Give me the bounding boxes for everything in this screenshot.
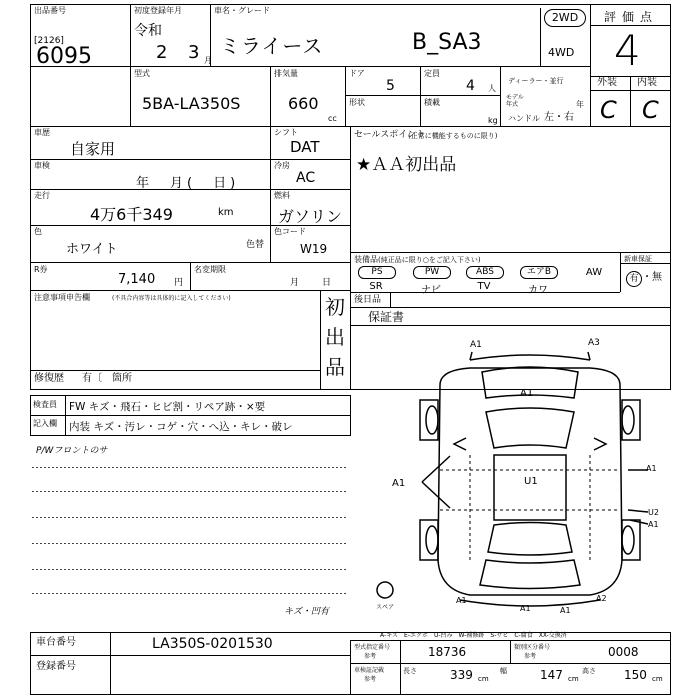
notes-sub: (不具合内容等は具体的に記入してください) [112,295,231,302]
length-label: 長さ [403,667,417,675]
fuel-value: ガソリン [278,207,343,226]
newcar-label: 新車保証 [624,255,652,263]
usage-label: 車歴 [34,128,50,137]
category-label: 類別区分番号 [514,644,551,651]
damage-mark-a1-hood: A1 [520,388,534,399]
first-auction-stamp: 初出品 [325,295,345,379]
interior-grade: C [642,96,659,124]
repair-value: 有〔 箇所 [82,373,132,384]
equip-abs: ABS [466,266,504,279]
spare-label: スペア [376,604,395,611]
ac-value: AC [296,170,316,186]
door-label: ドア [349,69,365,78]
shape-label: 形状 [349,98,365,107]
inspector-sub: 記入欄 [33,419,57,428]
ac-label: 冷房 [274,161,290,170]
width-unit: cm [568,675,579,683]
reg-year: 2 [156,42,168,63]
lot-label: 出品番号 [34,6,66,15]
doors-value: 5 [386,78,395,94]
category-ref: 参考 [524,653,537,660]
inspector-hand-note: P/Wフロントのサ [36,446,108,456]
equip-ps: PS [358,266,396,279]
first-reg-label: 初度登録年月 [134,6,182,15]
newcar-yes: 有 [626,271,642,287]
reg-label: 登録番号 [36,661,76,672]
load-unit: kg [488,116,498,125]
recycle-unit: 円 [174,278,184,288]
repair-label: 修復歴 [34,373,64,384]
color-change-label: 色替 [246,240,265,250]
mileage-label: 走行 [34,191,50,200]
car-label: 車名・グレード [214,6,270,15]
damage-mark-u2-right: U2 [648,508,659,517]
cc-label: 排気量 [274,69,298,78]
score-value: 4 [614,26,641,75]
recycle-value: 7,140 [118,272,156,287]
shift-label: シフト [274,128,298,137]
chassis-label: 車台番号 [36,637,76,648]
certified-label: 名変期限 [194,265,226,274]
fuel-label: 燃料 [274,191,290,200]
certificate-ref: 参考 [364,676,377,683]
handle-value: 左・右 [544,112,574,123]
equip-navi: ナビ [421,285,441,296]
recycle-label: R券 [34,265,48,274]
width-label: 幅 [500,667,507,675]
grade: B_SA3 [412,30,482,55]
damage-mark-a1-rear-right: A1 [560,606,571,615]
damage-mark-a1-left: A1 [392,478,406,489]
sales-point: ★ＡＡ初出品 [356,155,457,175]
shift-value: DAT [290,138,320,156]
inspection-label: 車検 [34,161,50,170]
equip-pw: PW [413,266,451,279]
certified-day: 日 [322,278,332,288]
model-label: 型式 [134,69,150,78]
drive-2wd: 2WD [544,9,586,27]
damage-mark-a1-rear: A1 [520,604,531,613]
damage-mark-a2-rear-right: A2 [596,594,607,603]
equip-tv: TV [477,281,491,292]
equip-sr: SR [369,281,383,292]
interior-label: 内装 [637,77,657,88]
color-value: ホワイト [66,242,118,257]
sales-label: セールスポイント [354,130,426,140]
type-designation-ref: 参考 [364,653,377,660]
inspector-fw-row: FW キズ・飛石・ヒビ割・リペア跡・×要 [69,401,266,413]
score-label: 評価点 [604,10,659,24]
load-label: 積載 [424,98,440,107]
damage-mark-u1-roof: U1 [524,476,538,487]
spare-note: キズ・凹有 [284,607,329,617]
reg-month: 3 [188,42,200,63]
cc-unit: cc [328,114,337,123]
after-parts-value: 保証書 [368,310,405,324]
length-value: 339 [450,668,473,682]
notes-label: 注意事項申告欄 [34,293,90,302]
equip-leather: カワ [528,285,548,296]
equipment-label: 装備品 [354,255,378,264]
drive-4wd: 4WD [548,46,575,59]
model-value: 5BA-LA350S [142,94,241,113]
color-code-label: 色コード [274,227,306,236]
damage-legend: A-キズ E-エクボ U-凹み W-補修跡 S-サビ C-腐食 XX-交換済 [380,632,567,639]
damage-mark-a1-rear-left: A1 [456,596,467,605]
after-parts-label: 後日品 [354,295,382,305]
certified-month: 月 [290,278,300,288]
damage-mark-a3-front: A3 [588,338,600,348]
damage-mark-a1-right-rear: A1 [648,520,659,529]
exterior-label: 外装 [597,77,617,88]
certificate-label: 車検証記載 [354,667,385,674]
category-value: 0008 [608,645,639,659]
color-code-value: W19 [300,242,328,256]
type-designation-value: 18736 [428,645,467,659]
damage-mark-a1-front: A1 [470,340,482,350]
lot-code: [2126] [34,36,64,46]
mileage-value: 4万6千349 [90,205,173,224]
cc-value: 660 [288,94,319,113]
capacity-value: 4 [466,78,475,94]
month-unit: 月 [204,56,212,65]
sales-sub: (正常に機能するものに限り) [408,132,498,140]
height-label: 高さ [582,667,596,675]
year-unit: 年 [576,100,584,109]
equip-airbag: エアB [520,266,558,279]
exterior-grade: C [600,96,617,124]
damage-mark-a1-right: A1 [646,464,657,473]
width-value: 147 [540,668,563,682]
inspector-interior-row: 内装 キズ・汚レ・コゲ・穴・へ込・キレ・破レ [69,421,293,433]
dealer-label: ディーラー・並行 [508,77,564,85]
mileage-unit: km [218,207,234,218]
inspection-value: 年 月( 日) [136,176,240,191]
capacity-label: 定員 [424,69,440,78]
lot-number: 6095 [36,44,92,69]
equip-aw: AW [585,267,603,278]
equipment-sub: (純正品に限り○をご記入下さい) [378,256,481,264]
usage-value: 自家用 [70,140,116,158]
type-designation-label: 型式指定番号 [354,644,391,651]
capacity-unit: 人 [488,84,496,93]
inspector-label: 検査員 [33,400,57,409]
era: 令和 [134,23,162,39]
handle-label: ハンドル [508,114,540,123]
height-unit: cm [652,675,663,683]
car-name: ミライース [220,34,324,58]
chassis-value: LA350S-0201530 [152,636,273,652]
length-unit: cm [478,675,489,683]
model-year-label: モデル年式 [506,94,524,108]
newcar-no: ・無 [642,272,662,283]
color-label: 色 [34,227,42,236]
height-value: 150 [624,668,647,682]
